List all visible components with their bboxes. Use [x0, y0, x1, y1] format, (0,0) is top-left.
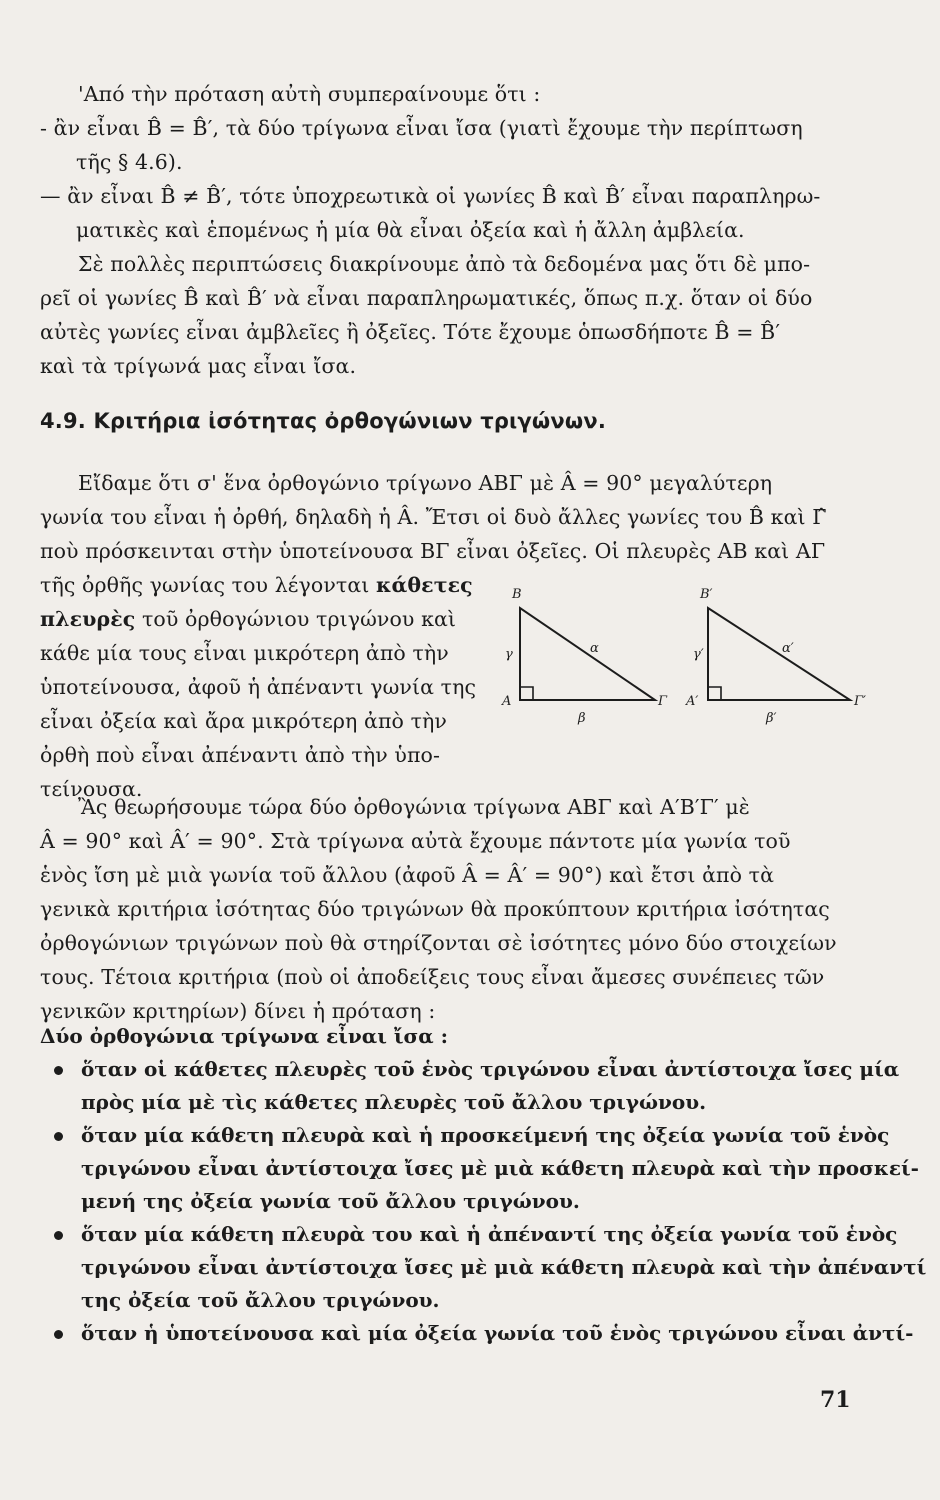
label-b: β [578, 711, 586, 726]
label-b-prime: β′ [766, 711, 777, 726]
label-B-prime: B′ [700, 587, 713, 602]
label-B: B [512, 587, 522, 602]
label-a-prime: α′ [782, 641, 794, 656]
body-line: εἶναι ὀξεία καὶ ἄρα μικρότερη ἀπὸ τὴν [40, 709, 447, 733]
triangle-abg-prime [708, 608, 850, 700]
body-line: γενικὰ κριτήρια ἰσότητας δύο τριγώνων θὰ προκύπτουν κριτήρια ἰσότητας [40, 897, 830, 921]
body-line: γενικῶν κριτηρίων) δίνει ἡ πρόταση : [40, 999, 436, 1023]
body-line: τείνουσα. [40, 777, 143, 801]
bullet-icon [54, 1330, 63, 1339]
intro-line: Σὲ πολλὲς περιπτώσεις διακρίνουμε ἀπὸ τὰ δεδομένα μας ὅτι δὲ μπο- [78, 252, 811, 276]
section-heading: 4.9. Κριτήρια ἰσότητας ὀρθογώνιων τριγώνων. [40, 409, 607, 433]
criterion-item [40, 1218, 898, 1251]
criterion-item [40, 1317, 914, 1350]
label-g: γ [505, 647, 513, 662]
criterion-continuation: πρὸς μία μὲ τὶς κάθετες πλευρὲς τοῦ ἄλλου τριγώνου. [81, 1090, 707, 1114]
label-A: A [502, 694, 512, 709]
body-text: τοῦ ὀρθογώνιου τριγώνου καὶ [141, 607, 457, 631]
right-angle-mark [708, 687, 721, 700]
term-pleures: πλευρὲς [40, 607, 136, 631]
body-line: κάθε μία τους εἶναι μικρότερη ἀπὸ τὴν [40, 641, 449, 665]
intro-line: 'Από τὴν πρόταση αὐτὴ συμπεραίνουμε ὅτι : [78, 82, 541, 106]
criterion-text: ὅταν οἱ κάθετες πλευρὲς τοῦ ἑνὸς τριγώνου εἶναι ἀντίστοιχα ἴσες μία [81, 1057, 900, 1081]
label-G: Γ [658, 694, 668, 709]
body-line: ὑποτείνουσα, ἀφοῦ ἡ ἀπέναντι γωνία της [40, 675, 477, 699]
bullet-icon [54, 1132, 63, 1141]
criterion-continuation: της ὀξεία τοῦ ἄλλου τριγώνου. [81, 1288, 440, 1312]
body-line: γωνία του εἶναι ἡ ὀρθή, δηλαδὴ ἡ Â. Ἔτσι οἱ δυὸ ἄλλες γωνίες του B̂ καὶ Γ̂ [40, 505, 827, 529]
criterion-text: ὅταν μία κάθετη πλευρὰ του καὶ ἡ ἀπέναντί της ὀξεία γωνία τοῦ ἑνὸς [81, 1222, 898, 1246]
term-kathetes: κάθετες [376, 573, 473, 597]
criterion-item [40, 1119, 890, 1152]
intro-paragraph [40, 77, 870, 383]
body-line: τους. Τέτοια κριτήρια (ποὺ οἱ ἀποδείξεις τους εἶναι ἄμεσες συνέπειες τῶν [40, 965, 825, 989]
body-line: Â = 90° καὶ Â′ = 90°. Στὰ τρίγωνα αὐτὰ ἔχουμε πάντοτε μία γωνία τοῦ [40, 829, 791, 853]
body-line: ὀρθὴ ποὺ εἶναι ἀπέναντι ἀπὸ τὴν ὑπο- [40, 743, 441, 767]
body-line: Ἂς θεωρήσουμε τώρα δύο ὀρθογώνια τρίγωνα ΑΒΓ καὶ Α′Β′Γ′ μὲ [78, 795, 750, 819]
right-angle-mark [520, 687, 533, 700]
body-line: ἑνὸς ἴση μὲ μιὰ γωνία τοῦ ἄλλου (ἀφοῦ Â = Â′ = 90°) καὶ ἔτσι ἀπὸ τὰ [40, 863, 775, 887]
body-line: ποὺ πρόσκεινται στὴν ὑποτείνουσα ΒΓ εἶναι ὀξεῖες. Οἱ πλευρὲς ΑΒ καὶ ΑΓ [40, 539, 826, 563]
body-line: Εἴδαμε ὅτι σ' ἕνα ὀρθογώνιο τρίγωνο ΑΒΓ μὲ Â = 90° μεγαλύτερη [78, 471, 773, 495]
criterion-text: ὅταν μία κάθετη πλευρὰ καὶ ἡ προσκείμενή της ὀξεία γωνία τοῦ ἑνὸς [81, 1123, 890, 1147]
criterion-item [40, 1053, 900, 1086]
label-G-prime: Γ′ [854, 694, 866, 709]
criterion-continuation: τριγώνου εἶναι ἀντίστοιχα ἴσες μὲ μιὰ κάθετη πλευρὰ καὶ τὴν προσκεί- [81, 1156, 919, 1180]
criterion-text: ὅταν ἡ ὑποτείνουσα καὶ μία ὀξεία γωνία τοῦ ἑνὸς τριγώνου εἶναι ἀντί- [81, 1321, 914, 1345]
intro-line: ματικὲς καὶ ἑπομένως ἡ μία θὰ εἶναι ὀξεία καὶ ἡ ἄλλη ἀμβλεία. [76, 218, 745, 242]
intro-line: τῆς § 4.6). [76, 150, 183, 174]
intro-line: — ἂν εἶναι B̂ ≠ B̂′, τότε ὑποχρεωτικὰ οἱ γωνίες B̂ καὶ B̂′ εἶναι παραπληρω- [40, 184, 821, 208]
bullet-icon [54, 1066, 63, 1075]
bullet-icon [54, 1231, 63, 1240]
intro-line: ρεῖ οἱ γωνίες B̂ καὶ B̂′ νὰ εἶναι παραπληρωματικές, ὅπως π.χ. ὅταν οἱ δύο [40, 286, 813, 310]
body-text: τῆς ὀρθῆς γωνίας του λέγονται [40, 573, 370, 597]
label-a: α [590, 641, 599, 656]
triangle-abg [520, 608, 655, 700]
right-triangles-figure [490, 580, 880, 730]
page-number: 71 [820, 1387, 851, 1413]
intro-line: - ἂν εἶναι B̂ = B̂′, τὰ δύο τρίγωνα εἶναι ἴσα (γιατὶ ἔχουμε τὴν περίπτωση [40, 116, 803, 140]
theorem-heading: Δύο ὀρθογώνια τρίγωνα εἶναι ἴσα : [40, 1024, 448, 1048]
criterion-continuation: τριγώνου εἶναι ἀντίστοιχα ἴσες μὲ μιὰ κάθετη πλευρὰ καὶ τὴν ἀπέναντί [81, 1255, 927, 1279]
label-A-prime: A′ [686, 694, 699, 709]
body-line: ὀρθογώνιων τριγώνων ποὺ θὰ στηρίζονται σὲ ἰσότητες μόνο δύο στοιχείων [40, 931, 837, 955]
theorem-block [40, 1020, 927, 1350]
label-g-prime: γ′ [693, 647, 704, 662]
intro-line: αὐτὲς γωνίες εἶναι ἀμβλεῖες ἢ ὀξεῖες. Τότε ἔχουμε ὁπωσδήποτε B̂ = B̂′ [40, 320, 781, 344]
body-paragraph-2 [40, 790, 870, 1028]
intro-line: καὶ τὰ τρίγωνά μας εἶναι ἴσα. [40, 354, 357, 378]
criterion-continuation: μενή της ὀξεία γωνία τοῦ ἄλλου τριγώνου. [81, 1189, 580, 1213]
